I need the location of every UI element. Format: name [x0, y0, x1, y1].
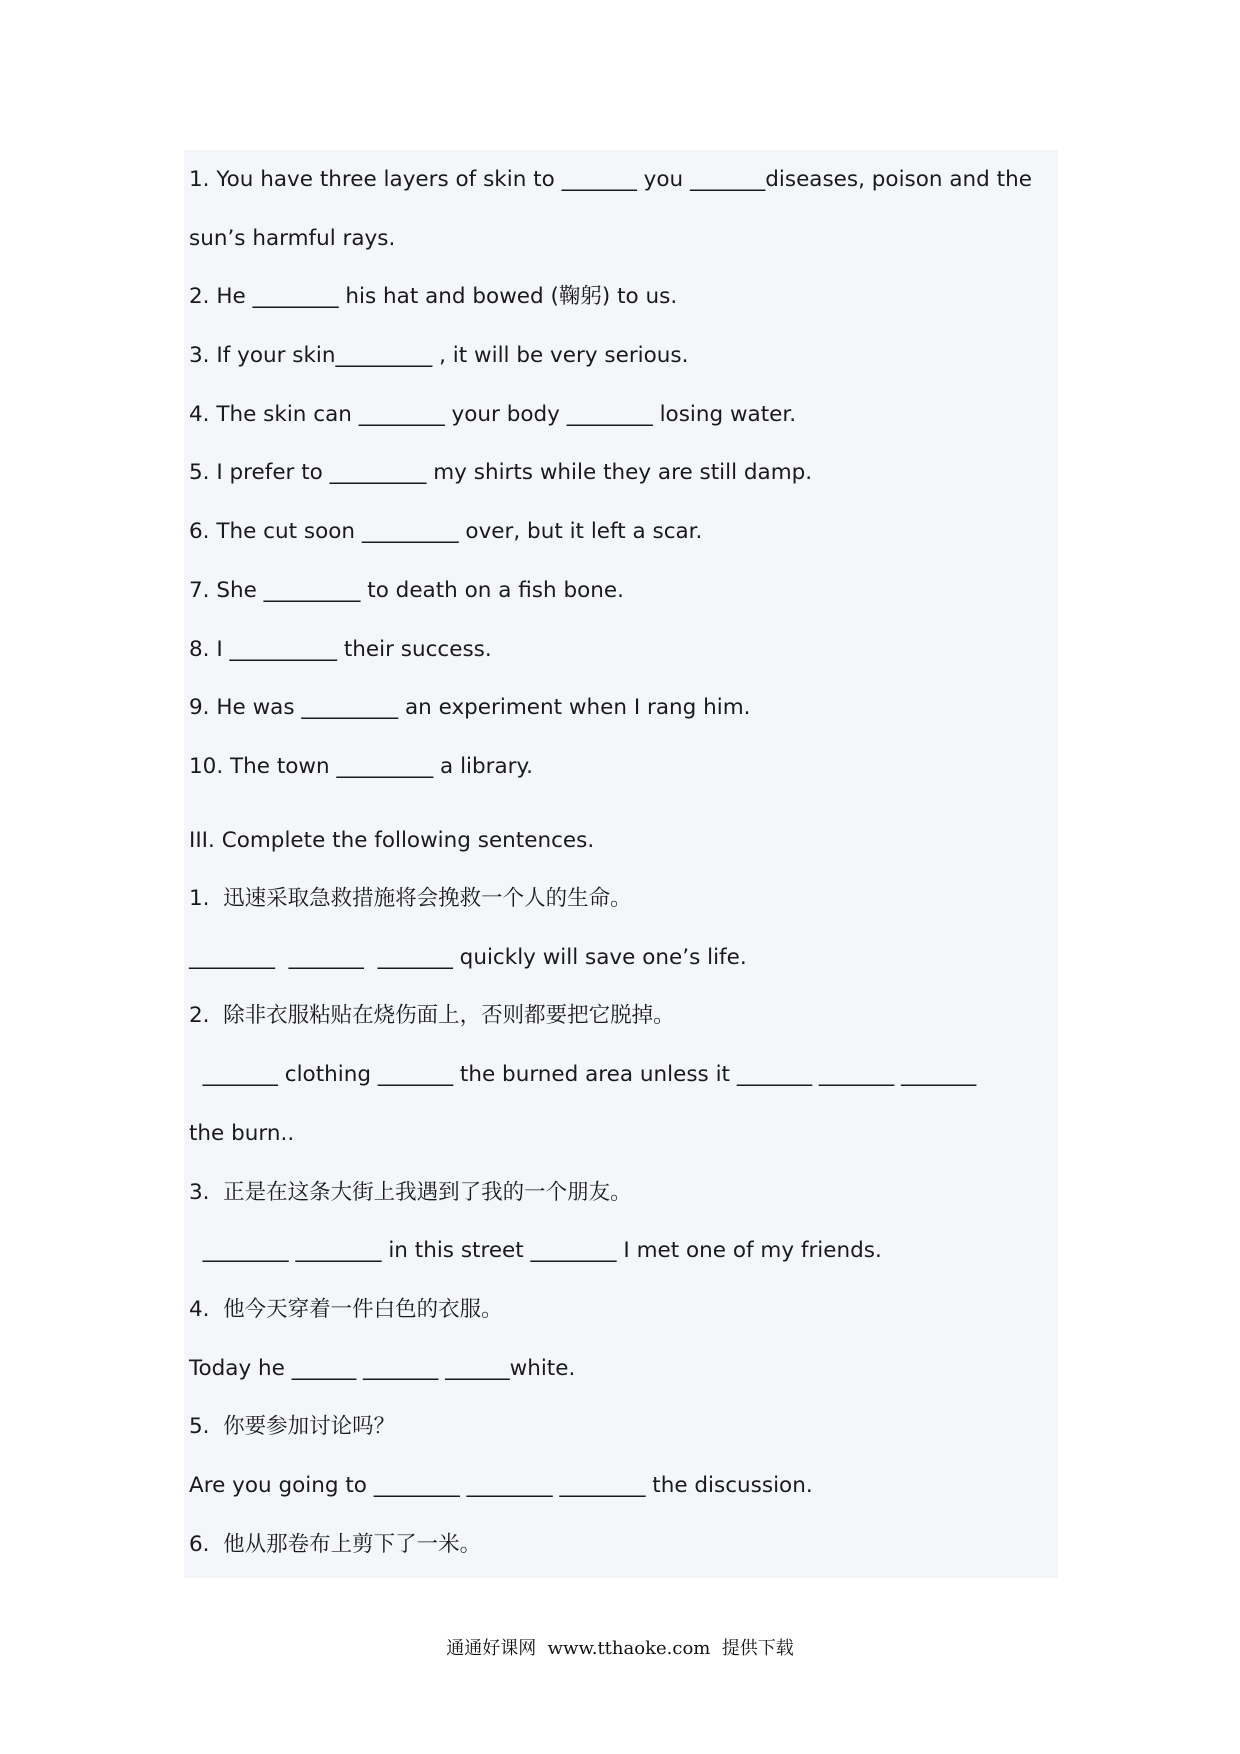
translation-prompt-3: 3. 正是在这条大街上我遇到了我的一个朋友。: [189, 1180, 632, 1205]
translation-prompt-1: 1. 迅速采取急救措施将会挽救一个人的生命。: [189, 886, 632, 911]
exercise-line-7: 7. She _________ to death on a fish bone.: [189, 578, 624, 603]
exercise-line-4: 4. The skin can ________ your body ________ losing water.: [189, 402, 797, 427]
exercise-line-9: 9. He was _________ an experiment when I rang him.: [189, 695, 751, 720]
translation-answer-1: ________ _______ _______ quickly will save one’s life.: [189, 945, 747, 970]
exercise-line-2: 2. He ________ his hat and bowed (鞠躬) to us.: [189, 284, 678, 309]
exercise-line-10: 10. The town _________ a library.: [189, 754, 534, 779]
exercise-line-5: 5. I prefer to _________ my shirts while they are still damp.: [189, 460, 813, 485]
translation-answer-5: Are you going to ________ ________ ________ the discussion.: [189, 1473, 813, 1498]
translation-prompt-5: 5. 你要参加讨论吗？: [189, 1414, 396, 1439]
exercise-line-1: 1. You have three layers of skin to _______ you _______diseases, poison and the: [189, 167, 1032, 192]
translation-answer-3: ________ ________ in this street ________ I met one of my friends.: [189, 1238, 882, 1263]
translation-prompt-6: 6. 他从那卷布上剪下了一米。: [189, 1532, 482, 1557]
translation-answer-2-cont: the burn..: [189, 1121, 295, 1146]
exercise-line-8: 8. I __________ their success.: [189, 637, 492, 662]
exercise-line-6: 6. The cut soon _________ over, but it left a scar.: [189, 519, 703, 544]
page-footer: 通通好课网 www.tthaoke.com 提供下载: [446, 1638, 794, 1659]
translation-prompt-2: 2. 除非衣服粘贴在烧伤面上，否则都要把它脱掉。: [189, 1003, 675, 1028]
section-heading: III. Complete the following sentences.: [189, 828, 595, 853]
translation-answer-4: Today he ______ _______ ______white.: [189, 1356, 576, 1381]
translation-prompt-4: 4. 他今天穿着一件白色的衣服。: [189, 1297, 503, 1322]
exercise-line-1-cont: sun’s harmful rays.: [189, 226, 396, 251]
exercise-line-3: 3. If your skin_________ , it will be very serious.: [189, 343, 689, 368]
translation-answer-2: _______ clothing _______ the burned area unless it _______ _______ _______: [189, 1062, 977, 1087]
